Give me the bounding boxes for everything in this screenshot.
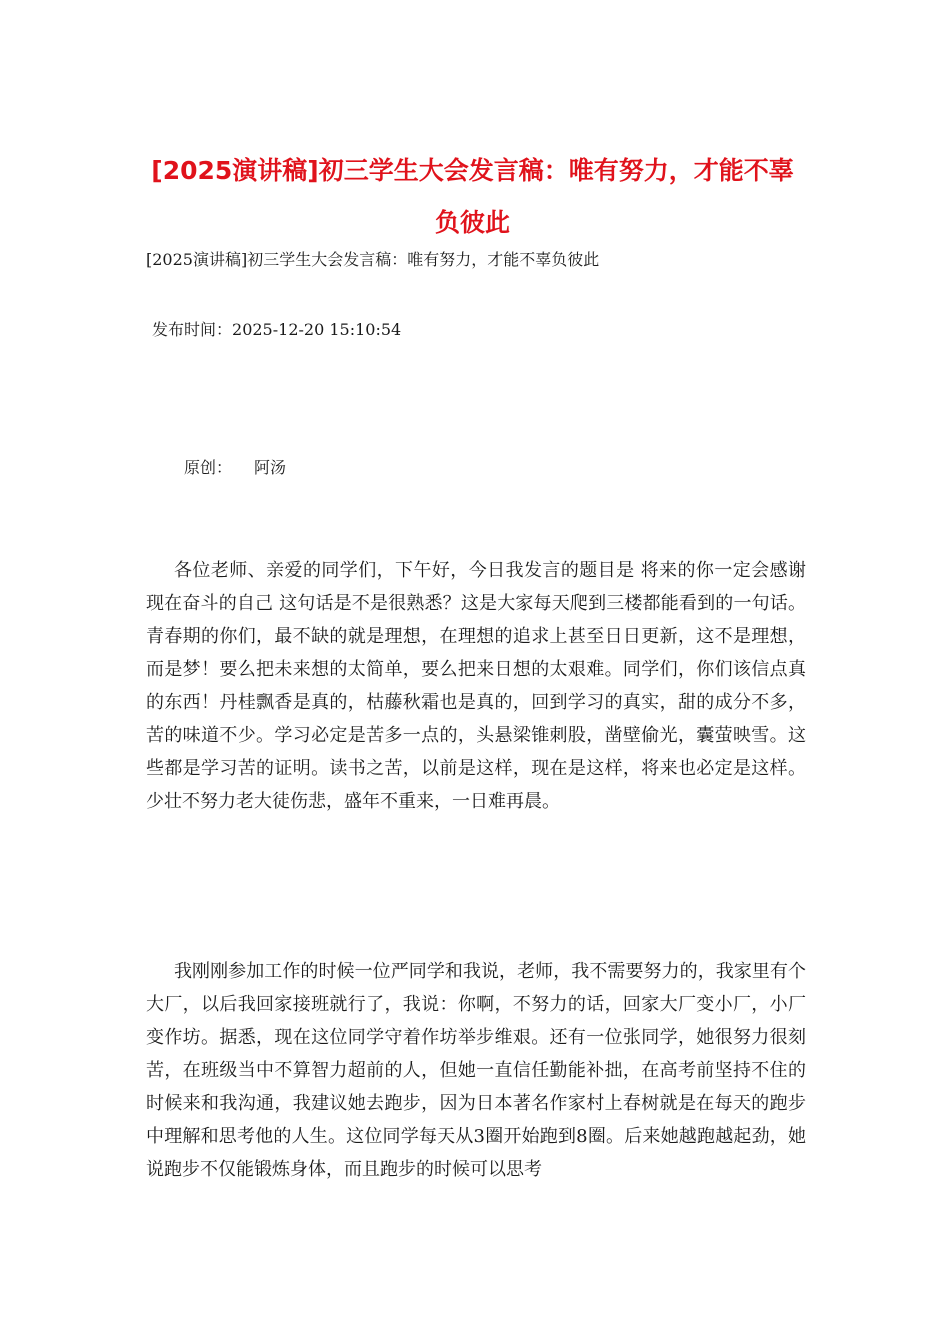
document-subtitle: [2025演讲稿]初三学生大会发言稿：唯有努力，才能不辜负彼此: [146, 250, 600, 269]
publish-label: 发布时间：: [152, 320, 233, 339]
author-info: [184, 454, 286, 482]
body-paragraph-2: 我刚刚参加工作的时候一位严同学和我说，老师，我不需要努力的，我家里有个大厂，以后我回家接班就行了，我说：你啊，不努力的话，回家大厂变小厂，小厂变作坊。据悉，现在这位同学守着作坊举步维艰。还有一位张同学，她很努力很刻苦，在班级当中不算智力超前的人，但她一直信任勤能补拙，在高考前坚持不住的时候来和我沟通，我建议她去跑步，因为日本著名作家村上春树就是在每天的跑步中理解和思考他的人生。这位同学每天从3圈开始跑到8圈。后来她越跑越起劲，她说跑步不仅能锻炼身体，而且跑步的时候可以思考: [146, 961, 806, 1180]
document-title: [2025演讲稿]初三学生大会发言稿：唯有努力，才能不辜负彼此: [151, 156, 794, 237]
author-label: 原创：: [184, 458, 233, 477]
body-paragraph-1: 各位老师、亲爱的同学们，下午好，今日我发言的题目是 将来的你一定会感谢现在奋斗的自己 这句话是不是很熟悉？这是大家每天爬到三楼都能看到的一句话。青春期的你们，最不缺的就是理想，在理想的追求上甚至日日更新，这不是理想，而是梦！要么把未来想的太简单，要么把来日想的太艰难。同学们，你们该信点真的东西！丹桂飘香是真的，枯藤秋霜也是真的，回到学习的真实，甜的成分不多，苦的味道不少。学习必定是苦多一点的，头悬梁锥刺股，凿壁偷光，囊萤映雪。这些都是学习苦的证明。读书之苦，以前是这样，现在是这样，将来也必定是这样。少壮不努力老大徒伤悲，盛年不重来，一日难再晨。: [146, 560, 806, 812]
publish-info: [152, 316, 401, 344]
author-name: 阿汤: [254, 458, 287, 477]
publish-time: 2025-12-20 15:10:54: [232, 320, 402, 339]
